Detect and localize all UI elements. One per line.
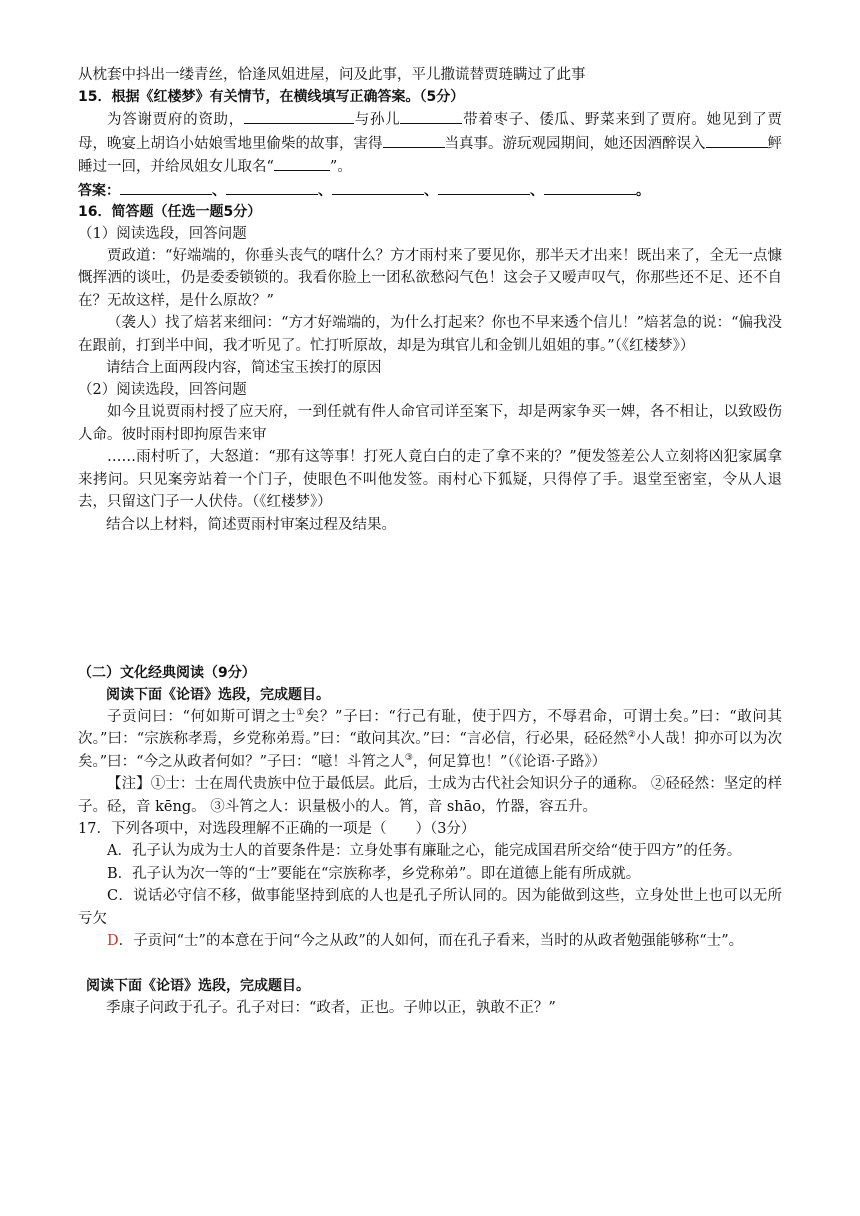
question-16-part2-question: 结合以上材料，简述贾雨村审案过程及结果。 xyxy=(106,516,396,533)
option-a[interactable]: A．孔子认为成为士人的首要条件是：立身处事有廉耻之心，能完成国君所交给“使于四方”的任务。 xyxy=(107,843,742,859)
option-c[interactable]: C．说话必守信不移，做事能坚持到底的人也是孔子所认同的。因为能做到这些，立身处世上也可以无所亏欠 xyxy=(78,888,782,927)
answer-blank-4[interactable] xyxy=(438,179,530,195)
answer-blank-3[interactable] xyxy=(332,179,424,195)
question-16-part1-passage2: （袭人）找了焙茗来细问：“方才好端端的，为什么打起来？你也不早来透个信儿！”焙茗急的说：“偏我没在跟前，打到半中间，我才听见了。忙打听原故，却是为琪官儿和金钏儿姐姐的事。”（《红楼梦》） xyxy=(78,315,782,354)
answer-blank-5[interactable] xyxy=(544,179,636,195)
lunyu-passage: 子贡问曰：“何如斯可谓之士①矣？”子曰：“行己有耻，使于四方，不辱君命，可谓士矣。”曰：“敢问其次。”曰：“宗族称孝焉，乡党称弟焉。”曰：“敢问其次。”曰：“言必信，行必果，硁硁然②小人哉！抑亦可以为次矣。”曰：“今之从政者何如？”子曰：“噫！斗筲之人③，何足算也！”（《论语·子路》） xyxy=(78,707,782,770)
question-17-title: 17．下列各项中，对选段理解不正确的一项是（ ）（3分） xyxy=(78,821,476,837)
answer-space xyxy=(78,536,782,662)
document-page xyxy=(78,64,782,1019)
question-16-part1-passage1: 贾政道：“好端端的，你垂头丧气的嗐什么？方才雨村来了要见你，那半天才出来！既出来了，全无一点慷慨挥洒的谈吐，仍是委委锁锁的。我看你脸上一团私欲愁闷气色！这会子又嗳声叹气，你那些还不足、还不自在？无故这样，是什么原故？” xyxy=(78,247,782,309)
question-15-body: 为答谢贾府的资助， 与孙儿 带着枣子、倭瓜、野菜来到了贾府。她见到了贾母，晚宴上胡诌小姑娘雪地里偷柴的故事，害得 当真事。游玩观园期间，她还因酒醉误入 鲆睡过一回，并给凤姐女儿取名“ ”。 xyxy=(78,108,782,179)
question-16-title: 16．简答题（任选一题5分） xyxy=(78,203,262,220)
option-b[interactable]: B．孔子认为次一等的“士”要能在“宗族称孝，乡党称弟”。即在道德上能有所成就。 xyxy=(107,865,641,882)
continued-paragraph: 从枕套中抖出一缕青丝，恰逢凤姐进屋，问及此事，平儿撒谎替贾琏瞒过了此事 xyxy=(78,67,586,83)
option-d[interactable]: D．子贡问“士”的本意在于问“今之从政”的人如何，而在孔子看来，当时的从政者勉强能够称“士”。 xyxy=(107,933,744,949)
fill-blank-5[interactable] xyxy=(274,155,330,171)
answer-line: 答案： 、 、 、 、 。 xyxy=(78,179,782,201)
gap xyxy=(78,953,782,975)
fill-blank-1[interactable] xyxy=(244,108,354,124)
answer-blank-2[interactable] xyxy=(226,179,318,195)
question-16-part1-title: （1）阅读选段，回答问题 xyxy=(78,225,247,242)
annotation-note: 【注】①士：士在周代贵族中位于最低层。此后，士成为古代社会知识分子的通称。 ②硁硁然：坚定的样子。硁，音 kēng。 ③斗筲之人：识量极小的人。筲，音 shāo，竹器，容五升。 xyxy=(78,776,782,815)
section-3-passage: 季康子问政于孔子。孔子对曰：“政者，正也。子帅以正，孰敢不正？” xyxy=(106,999,556,1016)
correct-answer-letter: D xyxy=(107,933,119,949)
section-2-title: （二）文化经典阅读（9分） xyxy=(78,664,256,681)
section-2-intro: 阅读下面《论语》选段，完成题目。 xyxy=(106,686,330,703)
question-16-part2-passage1: 如今且说贾雨村授了应天府，一到任就有件人命官司详至案下，却是两家争买一婢，各不相让，以致殴伤人命。彼时雨村即拘原告来审 xyxy=(78,404,782,443)
question-16-part2-title: （2）阅读选段，回答问题 xyxy=(78,382,247,398)
question-15-title: 15．根据《红楼梦》有关情节，在横线填写正确答案。（5分） xyxy=(78,89,465,105)
answer-blank-1[interactable] xyxy=(120,179,212,195)
fill-blank-2[interactable] xyxy=(400,108,462,124)
question-16-part2-passage2: ……雨村听了，大怒道：“那有这等事！打死人竟白白的走了拿不来的？”便发签差公人立刻将凶犯家属拿来拷问。只见案旁站着一个门子，使眼色不叫他发签。雨村心下狐疑，只得停了手。退堂至密室，令从人退去，只留这门子一人伏侍。（《红楼梦》） xyxy=(78,449,782,510)
fill-blank-4[interactable] xyxy=(706,132,768,148)
fill-blank-3[interactable] xyxy=(383,132,445,148)
section-3-intro: 阅读下面《论语》选段，完成题目。 xyxy=(86,977,310,994)
question-16-part1-question: 请结合上面两段内容，简述宝玉挨打的原因 xyxy=(106,360,382,376)
